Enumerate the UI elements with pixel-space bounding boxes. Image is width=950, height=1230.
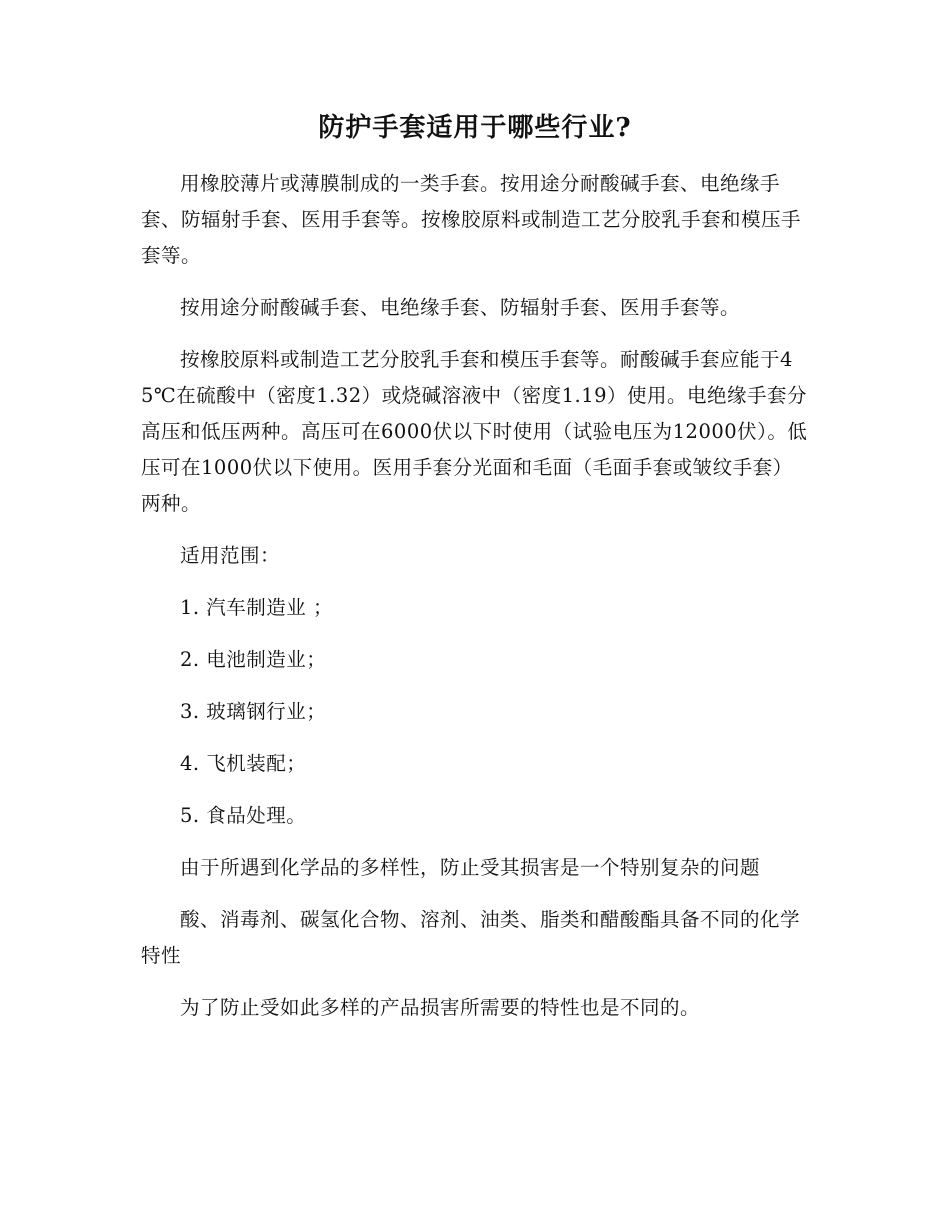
paragraph-scope-heading: 适用范围：	[180, 544, 281, 567]
list-item: 2. 电池制造业；	[180, 648, 327, 671]
list-item: 3. 玻璃钢行业；	[180, 700, 327, 723]
paragraph-chemical-properties: 酸、消毒剂、碳氢化合物、溶剂、油类、脂类和醋酸酯具备不同的化学特性	[141, 908, 801, 967]
paragraph-usage-types: 按用途分耐酸碱手套、电绝缘手套、防辐射手套、医用手套等。	[180, 296, 741, 319]
list-item: 1. 汽车制造业 ；	[180, 596, 334, 619]
document-title: 防护手套适用于哪些行业?	[318, 113, 632, 143]
paragraph-conclusion: 为了防止受如此多样的产品损害所需要的特性也是不同的。	[180, 996, 701, 1019]
list-item: 5. 食品处理。	[180, 804, 307, 827]
document-body	[141, 166, 809, 1042]
paragraph-intro: 用橡胶薄片或薄膜制成的一类手套。按用途分耐酸碱手套、电绝缘手套、防辐射手套、医用手套等。按橡胶原料或制造工艺分胶乳手套和模压手套等。	[141, 172, 802, 267]
list-item: 4. 飞机装配；	[180, 752, 307, 775]
paragraph-material-types: 按橡胶原料或制造工艺分胶乳手套和模压手套等。耐酸碱手套应能于45℃在硫酸中（密度1.32）或烧碱溶液中（密度1.19）使用。电绝缘手套分高压和低压两种。高压可在6000伏以下时使用（试验电压为12000伏）。低压可在1000伏以下使用。医用手套分光面和毛面（毛面手套或皱纹手套）两种。	[141, 348, 808, 515]
paragraph-chemical-diversity: 由于所遇到化学品的多样性，防止受其损害是一个特别复杂的问题	[180, 856, 761, 879]
